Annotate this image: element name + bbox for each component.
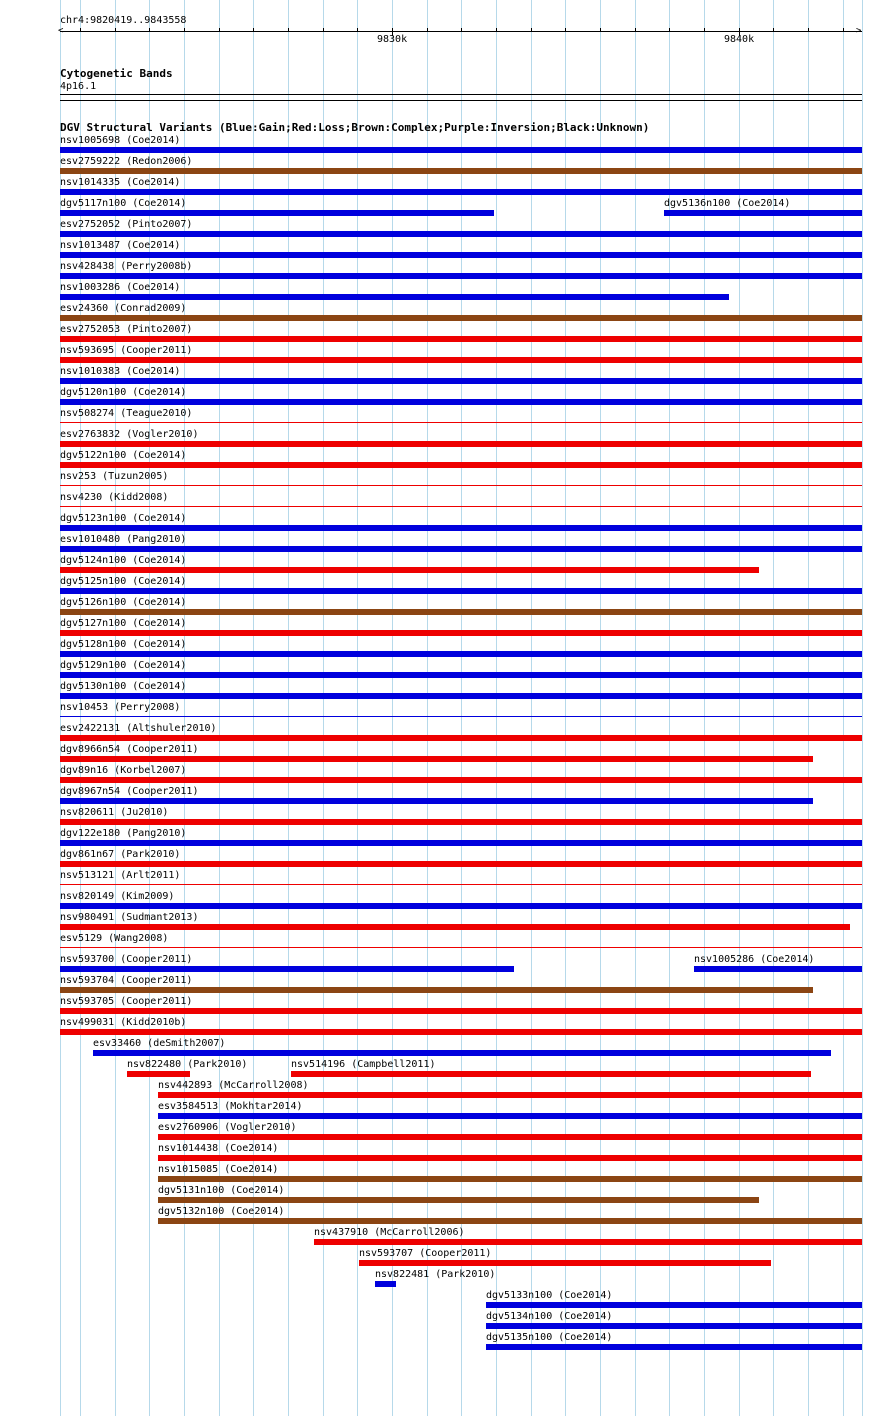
feature-label[interactable]: nsv508274 (Teague2010) bbox=[60, 408, 193, 419]
ruler-tick bbox=[427, 28, 428, 32]
feature-label[interactable]: dgv89n16 (Korbel2007) bbox=[60, 765, 187, 776]
feature-label[interactable]: dgv5133n100 (Coe2014) bbox=[486, 1290, 613, 1301]
feature-bar-complex[interactable] bbox=[158, 1176, 862, 1182]
feature-label[interactable]: nsv1010383 (Coe2014) bbox=[60, 366, 181, 377]
ruler-tick bbox=[600, 28, 601, 32]
feature-label[interactable]: dgv5129n100 (Coe2014) bbox=[60, 660, 187, 671]
feature-label[interactable]: dgv5128n100 (Coe2014) bbox=[60, 639, 187, 650]
feature-bar-gain[interactable] bbox=[60, 378, 862, 384]
feature-bar-gain[interactable] bbox=[486, 1323, 862, 1329]
grid-line bbox=[635, 0, 636, 1416]
ruler-tick bbox=[565, 28, 566, 32]
feature-bar-loss[interactable] bbox=[127, 1071, 190, 1077]
ruler-tick bbox=[635, 28, 636, 32]
feature-bar-loss[interactable] bbox=[60, 357, 862, 363]
ruler-tick bbox=[704, 28, 705, 32]
ruler-tick bbox=[323, 28, 324, 32]
feature-bar-loss[interactable] bbox=[60, 756, 813, 762]
cytoband-line-bottom bbox=[60, 100, 862, 101]
feature-label[interactable]: nsv593704 (Cooper2011) bbox=[60, 975, 193, 986]
feature-bar-loss[interactable] bbox=[60, 567, 759, 573]
feature-label[interactable]: nsv514196 (Campbell2011) bbox=[291, 1059, 436, 1070]
feature-label[interactable]: esv2422131 (Altshuler2010) bbox=[60, 723, 217, 734]
feature-label[interactable]: dgv5127n100 (Coe2014) bbox=[60, 618, 187, 629]
feature-label[interactable]: esv2759222 (Redon2006) bbox=[60, 156, 193, 167]
ruler-tick bbox=[219, 28, 220, 32]
feature-bar-loss[interactable] bbox=[60, 861, 862, 867]
feature-label[interactable]: nsv1005698 (Coe2014) bbox=[60, 135, 181, 146]
feature-label[interactable]: nsv428438 (Perry2008b) bbox=[60, 261, 193, 272]
feature-bar-gain[interactable] bbox=[60, 651, 862, 657]
feature-label[interactable]: dgv861n67 (Park2010) bbox=[60, 849, 181, 860]
cytoband-line-top bbox=[60, 94, 862, 95]
feature-bar-loss[interactable] bbox=[60, 947, 862, 948]
ruler-tick bbox=[184, 28, 185, 32]
ruler-tick bbox=[669, 28, 670, 32]
ruler-tick bbox=[288, 28, 289, 32]
feature-bar-loss[interactable] bbox=[359, 1260, 771, 1266]
feature-bar-gain[interactable] bbox=[93, 1050, 831, 1056]
feature-label[interactable]: nsv593700 (Cooper2011) bbox=[60, 954, 193, 965]
feature-label[interactable]: dgv5132n100 (Coe2014) bbox=[158, 1206, 285, 1217]
ruler-tick bbox=[80, 28, 81, 32]
ruler-tick-label: 9830k bbox=[377, 34, 408, 45]
feature-label[interactable]: dgv8966n54 (Cooper2011) bbox=[60, 744, 199, 755]
feature-bar-complex[interactable] bbox=[60, 609, 862, 615]
feature-bar-gain[interactable] bbox=[60, 840, 862, 846]
feature-bar-loss[interactable] bbox=[60, 336, 862, 342]
feature-bar-gain[interactable] bbox=[60, 525, 862, 531]
feature-bar-gain[interactable] bbox=[664, 210, 862, 216]
ruler-tick bbox=[149, 28, 150, 32]
ruler-arrow-right: > bbox=[856, 26, 862, 36]
feature-bar-gain[interactable] bbox=[60, 693, 862, 699]
feature-label[interactable]: dgv5136n100 (Coe2014) bbox=[664, 198, 791, 209]
feature-bar-loss[interactable] bbox=[60, 884, 862, 885]
ruler-tick bbox=[808, 28, 809, 32]
ruler-tick-label: 9840k bbox=[724, 34, 755, 45]
feature-bar-gain[interactable] bbox=[60, 210, 494, 216]
feature-label[interactable]: nsv1014335 (Coe2014) bbox=[60, 177, 181, 188]
feature-label[interactable]: dgv122e180 (Pang2010) bbox=[60, 828, 187, 839]
grid-line bbox=[496, 0, 497, 1416]
ruler-tick bbox=[253, 28, 254, 32]
ruler-tick bbox=[461, 28, 462, 32]
feature-label[interactable]: dgv8967n54 (Cooper2011) bbox=[60, 786, 199, 797]
feature-bar-loss[interactable] bbox=[158, 1155, 862, 1161]
ruler-tick bbox=[115, 28, 116, 32]
feature-label[interactable]: nsv1014438 (Coe2014) bbox=[158, 1143, 279, 1154]
ruler-arrow-left: < bbox=[58, 26, 64, 36]
feature-label[interactable]: nsv1015085 (Coe2014) bbox=[158, 1164, 279, 1175]
feature-bar-gain[interactable] bbox=[60, 273, 862, 279]
feature-label[interactable]: nsv593705 (Cooper2011) bbox=[60, 996, 193, 1007]
grid-line bbox=[531, 0, 532, 1416]
feature-label[interactable]: nsv822480 (Park2010) bbox=[127, 1059, 248, 1070]
feature-label[interactable]: nsv1013487 (Coe2014) bbox=[60, 240, 181, 251]
ruler-tick bbox=[773, 28, 774, 32]
feature-label[interactable]: esv2752052 (Pinto2007) bbox=[60, 219, 193, 230]
feature-bar-loss[interactable] bbox=[60, 485, 862, 486]
feature-bar-loss[interactable] bbox=[60, 441, 862, 447]
feature-label[interactable]: nsv499031 (Kidd2010b) bbox=[60, 1017, 187, 1028]
feature-label[interactable]: dgv5130n100 (Coe2014) bbox=[60, 681, 187, 692]
feature-label[interactable]: dgv5135n100 (Coe2014) bbox=[486, 1332, 613, 1343]
feature-label[interactable]: nsv4230 (Kidd2008) bbox=[60, 492, 169, 503]
feature-label[interactable]: dgv5125n100 (Coe2014) bbox=[60, 576, 187, 587]
feature-bar-loss[interactable] bbox=[60, 422, 862, 423]
feature-label[interactable]: nsv437910 (McCarroll2006) bbox=[314, 1227, 465, 1238]
feature-bar-gain[interactable] bbox=[375, 1281, 396, 1287]
grid-line bbox=[600, 0, 601, 1416]
feature-label[interactable]: dgv5124n100 (Coe2014) bbox=[60, 555, 187, 566]
feature-bar-loss[interactable] bbox=[314, 1239, 862, 1245]
feature-bar-gain[interactable] bbox=[60, 294, 729, 300]
feature-bar-gain[interactable] bbox=[694, 966, 862, 972]
location-label: chr4:9820419..9843558 bbox=[60, 15, 187, 26]
feature-bar-gain[interactable] bbox=[60, 231, 862, 237]
feature-bar-loss[interactable] bbox=[60, 1029, 862, 1035]
feature-label[interactable]: dgv5123n100 (Coe2014) bbox=[60, 513, 187, 524]
feature-bar-loss[interactable] bbox=[60, 462, 862, 468]
feature-label[interactable]: esv2752053 (Pinto2007) bbox=[60, 324, 193, 335]
ruler-tick bbox=[357, 28, 358, 32]
grid-line bbox=[565, 0, 566, 1416]
feature-bar-gain[interactable] bbox=[60, 399, 862, 405]
feature-bar-loss[interactable] bbox=[158, 1092, 862, 1098]
feature-bar-loss[interactable] bbox=[158, 1134, 862, 1140]
feature-bar-loss[interactable] bbox=[60, 777, 862, 783]
feature-label[interactable]: nsv820149 (Kim2009) bbox=[60, 891, 175, 902]
feature-label[interactable]: nsv10453 (Perry2008) bbox=[60, 702, 181, 713]
feature-bar-loss[interactable] bbox=[60, 1008, 862, 1014]
feature-label[interactable]: nsv1003286 (Coe2014) bbox=[60, 282, 181, 293]
feature-label[interactable]: dgv5131n100 (Coe2014) bbox=[158, 1185, 285, 1196]
feature-label[interactable]: dgv5134n100 (Coe2014) bbox=[486, 1311, 613, 1322]
feature-bar-gain[interactable] bbox=[60, 189, 862, 195]
feature-label[interactable]: nsv593695 (Cooper2011) bbox=[60, 345, 193, 356]
feature-bar-gain[interactable] bbox=[486, 1302, 862, 1308]
feature-bar-gain[interactable] bbox=[60, 546, 862, 552]
feature-label[interactable]: dgv5126n100 (Coe2014) bbox=[60, 597, 187, 608]
dgv-track-title: DGV Structural Variants (Blue:Gain;Red:Loss;Brown:Complex;Purple:Inversion;Black:Unknown) bbox=[60, 121, 650, 134]
feature-bar-complex[interactable] bbox=[158, 1218, 862, 1224]
cytoband-label: 4p16.1 bbox=[60, 81, 97, 92]
feature-bar-loss[interactable] bbox=[291, 1071, 811, 1077]
feature-label[interactable]: dgv5120n100 (Coe2014) bbox=[60, 387, 187, 398]
feature-bar-complex[interactable] bbox=[60, 987, 813, 993]
grid-line bbox=[862, 0, 863, 1416]
feature-label[interactable]: esv5129 (Wang2008) bbox=[60, 933, 169, 944]
feature-label[interactable]: nsv442893 (McCarroll2008) bbox=[158, 1080, 309, 1091]
feature-bar-gain[interactable] bbox=[486, 1344, 862, 1350]
feature-bar-loss[interactable] bbox=[60, 630, 862, 636]
feature-bar-complex[interactable] bbox=[60, 315, 862, 321]
feature-label[interactable]: dgv5122n100 (Coe2014) bbox=[60, 450, 187, 461]
feature-bar-loss[interactable] bbox=[60, 924, 850, 930]
feature-bar-loss[interactable] bbox=[60, 506, 862, 507]
ruler-tick bbox=[496, 28, 497, 32]
feature-label[interactable]: nsv980491 (Sudmant2013) bbox=[60, 912, 199, 923]
feature-label[interactable]: nsv820611 (Ju2010) bbox=[60, 807, 169, 818]
feature-bar-gain[interactable] bbox=[60, 252, 862, 258]
feature-label[interactable]: dgv5117n100 (Coe2014) bbox=[60, 198, 187, 209]
feature-bar-gain[interactable] bbox=[60, 716, 862, 717]
feature-bar-gain[interactable] bbox=[60, 588, 862, 594]
feature-bar-gain[interactable] bbox=[158, 1113, 862, 1119]
feature-bar-complex[interactable] bbox=[60, 168, 862, 174]
cytoband-track-title: Cytogenetic Bands bbox=[60, 67, 173, 80]
feature-bar-gain[interactable] bbox=[60, 966, 514, 972]
ruler-tick bbox=[531, 28, 532, 32]
feature-label[interactable]: esv2763832 (Vogler2010) bbox=[60, 429, 199, 440]
ruler-tick bbox=[843, 28, 844, 32]
feature-label[interactable]: esv33460 (deSmith2007) bbox=[93, 1038, 226, 1049]
feature-bar-gain[interactable] bbox=[60, 798, 813, 804]
feature-bar-gain[interactable] bbox=[60, 903, 862, 909]
feature-label[interactable]: esv24360 (Conrad2009) bbox=[60, 303, 187, 314]
feature-bar-complex[interactable] bbox=[158, 1197, 759, 1203]
feature-bar-loss[interactable] bbox=[60, 819, 862, 825]
feature-label[interactable]: nsv253 (Tuzun2005) bbox=[60, 471, 169, 482]
feature-bar-loss[interactable] bbox=[60, 735, 862, 741]
feature-label[interactable]: nsv1005286 (Coe2014) bbox=[694, 954, 815, 965]
feature-bar-gain[interactable] bbox=[60, 672, 862, 678]
feature-label[interactable]: nsv822481 (Park2010) bbox=[375, 1269, 496, 1280]
feature-label[interactable]: esv2760906 (Vogler2010) bbox=[158, 1122, 297, 1133]
feature-bar-gain[interactable] bbox=[60, 147, 862, 153]
feature-label[interactable]: nsv593707 (Cooper2011) bbox=[359, 1248, 492, 1259]
feature-label[interactable]: esv1010480 (Pang2010) bbox=[60, 534, 187, 545]
feature-label[interactable]: nsv513121 (Arlt2011) bbox=[60, 870, 181, 881]
feature-label[interactable]: esv3584513 (Mokhtar2014) bbox=[158, 1101, 303, 1112]
